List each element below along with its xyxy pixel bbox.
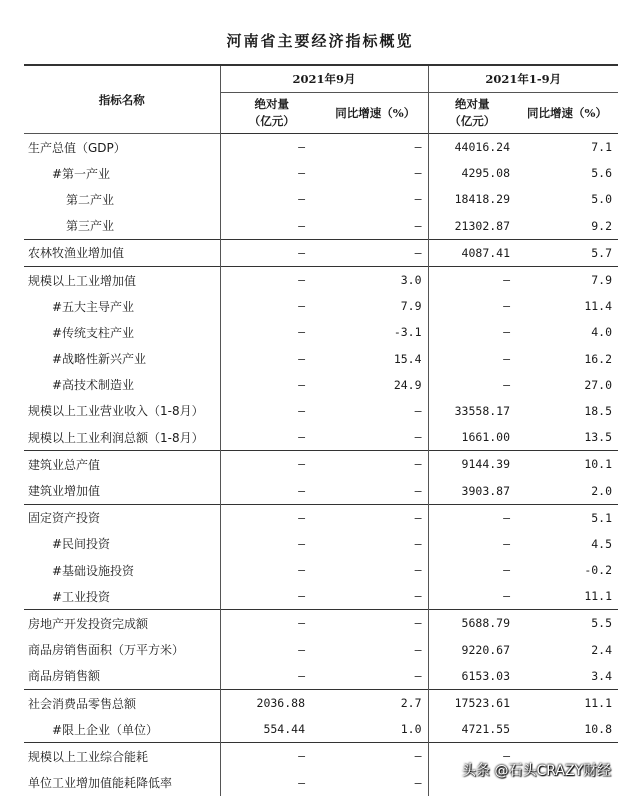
- abs-cumulative-cell: 3903.87: [461, 483, 511, 498]
- growth-month-cell: —: [323, 583, 428, 610]
- table-body: [24, 134, 618, 796]
- growth-month-cell: 2.7: [323, 689, 428, 716]
- indicator-name-cell: 规模以上工业营业收入（1-8月）: [24, 398, 220, 424]
- growth-cumulative-cell: 5.7: [516, 239, 618, 266]
- abs-label: 绝对量: [254, 97, 289, 111]
- growth-month-cell: —: [323, 637, 428, 663]
- abs-label: 绝对量: [455, 97, 490, 111]
- table-row: [24, 239, 618, 266]
- abs-cumulative-cell: —: [503, 589, 511, 604]
- table-row: [24, 134, 618, 161]
- abs-cumulative-cell: —: [428, 743, 516, 770]
- growth-cumulative-cell: 7.1: [516, 134, 618, 161]
- abs-cumulative-cell: 4087.41: [428, 239, 516, 266]
- abs-cumulative-cell: —: [428, 504, 516, 531]
- growth-month-cell: 15.4: [323, 346, 428, 372]
- indicator-name-cell: 单位工业增加值能耗降低率: [24, 770, 220, 796]
- watermark: 头条 @石头CRAZY财经: [462, 763, 612, 779]
- indicator-name-cell: 建筑业总产值: [24, 451, 220, 478]
- page-title: 河南省主要经济指标概览: [226, 32, 414, 50]
- abs-cumulative-cell: 4295.08: [461, 166, 511, 181]
- table-row: [24, 477, 618, 504]
- abs-month-cell: —: [298, 325, 305, 340]
- indicator-name-cell: #限上企业（单位）: [24, 716, 220, 743]
- abs-cumulative-cell: —: [503, 563, 511, 578]
- indicator-name-cell: #第一产业: [24, 160, 220, 186]
- abs-month-cell: 2036.88: [220, 689, 323, 716]
- abs-cumulative-cell: 4721.55: [461, 722, 511, 737]
- growth-cumulative-cell: 3.4: [591, 668, 613, 683]
- indicator-name-cell: #五大主导产业: [24, 293, 220, 319]
- growth-month-cell: —: [323, 610, 428, 637]
- abs-cumulative-cell: —: [503, 351, 511, 366]
- growth-month-cell: —: [323, 663, 428, 690]
- abs-cumulative-cell: 9144.39: [428, 451, 516, 478]
- table-row: [24, 689, 618, 716]
- table-row: [24, 160, 618, 186]
- growth-cumulative-cell: 4.0: [591, 325, 613, 340]
- indicator-name-cell: 规模以上工业增加值: [24, 266, 220, 293]
- abs-cumulative-cell: —: [428, 266, 516, 293]
- growth-month-cell: -3.1: [323, 319, 428, 345]
- growth-month-cell: —: [323, 451, 428, 478]
- header-abs-month: [220, 93, 323, 134]
- growth-month-cell: 24.9: [323, 372, 428, 398]
- growth-month-cell: 7.9: [323, 293, 428, 319]
- table-row: [24, 583, 618, 610]
- indicator-name-cell: 规模以上工业利润总额（1-8月）: [24, 424, 220, 451]
- indicator-table: [24, 64, 618, 796]
- growth-cumulative-cell: 7.9: [516, 266, 618, 293]
- growth-cumulative-cell: 11.1: [516, 689, 618, 716]
- indicator-name-cell: 生产总值（GDP）: [24, 134, 220, 161]
- table-row: [24, 504, 618, 531]
- growth-cumulative-cell: 5.6: [591, 166, 613, 181]
- growth-month-cell: —: [323, 770, 428, 796]
- abs-cumulative-cell: —: [503, 536, 511, 551]
- table-row: [24, 531, 618, 557]
- growth-month-cell: —: [323, 531, 428, 557]
- abs-month-cell: —: [298, 536, 305, 551]
- abs-month-cell: —: [298, 377, 305, 392]
- growth-month-cell: —: [323, 160, 428, 186]
- abs-month-cell: —: [220, 504, 323, 531]
- header-abs-cumulative: [428, 93, 516, 134]
- unit-label: （亿元）: [449, 114, 496, 128]
- indicator-name-cell: 规模以上工业综合能耗: [24, 743, 220, 770]
- abs-month-cell: —: [298, 403, 305, 418]
- abs-month-cell: —: [298, 166, 305, 181]
- abs-month-cell: —: [298, 430, 305, 445]
- table-row: [24, 293, 618, 319]
- indicator-name-cell: #高技术制造业: [24, 372, 220, 398]
- abs-month-cell: —: [220, 239, 323, 266]
- growth-month-cell: —: [323, 504, 428, 531]
- growth-cumulative-cell: 11.4: [584, 299, 613, 314]
- growth-month-cell: —: [323, 134, 428, 161]
- indicator-name-cell: 房地产开发投资完成额: [24, 610, 220, 637]
- abs-month-cell: —: [298, 589, 305, 604]
- table-row: [24, 451, 618, 478]
- indicator-name-cell: #传统支柱产业: [24, 319, 220, 345]
- abs-month-cell: —: [298, 483, 305, 498]
- abs-month-cell: —: [220, 266, 323, 293]
- abs-cumulative-cell: 1661.00: [461, 430, 511, 445]
- table-row: [24, 372, 618, 398]
- indicator-name-cell: #战略性新兴产业: [24, 346, 220, 372]
- abs-month-cell: —: [220, 451, 323, 478]
- indicator-name-cell: #基础设施投资: [24, 557, 220, 583]
- indicator-name-cell: 商品房销售面积（万平方米）: [24, 637, 220, 663]
- table-row: [24, 186, 618, 212]
- abs-cumulative-cell: 5688.79: [428, 610, 516, 637]
- growth-month-cell: —: [323, 398, 428, 424]
- growth-month-cell: —: [323, 213, 428, 240]
- abs-cumulative-cell: 44016.24: [428, 134, 516, 161]
- header-growth-cumulative: 同比增速（%）: [527, 105, 607, 120]
- unit-label: （亿元）: [248, 114, 295, 128]
- indicator-name-cell: #民间投资: [24, 531, 220, 557]
- abs-cumulative-cell: 17523.61: [428, 689, 516, 716]
- table-row: [24, 557, 618, 583]
- table-header: [24, 65, 618, 134]
- header-growth-month: 同比增速（%）: [323, 93, 428, 134]
- growth-cumulative-cell: -0.2: [584, 563, 613, 578]
- growth-month-cell: —: [323, 477, 428, 504]
- abs-month-cell: —: [298, 642, 305, 657]
- abs-cumulative-cell: —: [503, 299, 511, 314]
- table-row: [24, 319, 618, 345]
- table-row: [24, 213, 618, 240]
- indicator-name-cell: #工业投资: [24, 583, 220, 610]
- abs-month-cell: —: [298, 775, 305, 790]
- table-row: [24, 266, 618, 293]
- growth-cumulative-cell: 2.4: [591, 642, 613, 657]
- growth-cumulative-cell: 5.1: [516, 504, 618, 531]
- abs-cumulative-cell: 33558.17: [454, 403, 511, 418]
- abs-month-cell: —: [298, 668, 305, 683]
- indicator-name-cell: 社会消费品零售总额: [24, 689, 220, 716]
- table-row: [24, 716, 618, 743]
- growth-cumulative-cell: 10.8: [584, 722, 613, 737]
- table-row: [24, 424, 618, 451]
- growth-cumulative-cell: 16.2: [584, 351, 613, 366]
- abs-cumulative-cell: —: [503, 377, 511, 392]
- growth-month-cell: —: [323, 557, 428, 583]
- growth-month-cell: 3.0: [323, 266, 428, 293]
- abs-month-cell: —: [298, 192, 305, 207]
- growth-cumulative-cell: 4.5: [591, 536, 613, 551]
- abs-month-cell: —: [298, 218, 305, 233]
- abs-month-cell: 554.44: [263, 722, 305, 737]
- indicator-name-cell: 固定资产投资: [24, 504, 220, 531]
- abs-cumulative-cell: 21302.87: [454, 218, 511, 233]
- growth-cumulative-cell: 13.5: [584, 430, 613, 445]
- growth-cumulative-cell: 11.1: [584, 589, 613, 604]
- header-period-month: 2021年9月: [220, 65, 428, 93]
- indicator-name-cell: 农林牧渔业增加值: [24, 239, 220, 266]
- abs-cumulative-cell: 6153.03: [461, 668, 511, 683]
- growth-month-cell: —: [323, 743, 428, 770]
- growth-cumulative-cell: 10.1: [516, 451, 618, 478]
- abs-cumulative-cell: 9220.67: [461, 642, 511, 657]
- abs-cumulative-cell: 18418.29: [454, 192, 511, 207]
- indicator-name-cell: 第三产业: [24, 213, 220, 240]
- growth-cumulative-cell: 18.5: [584, 403, 613, 418]
- growth-month-cell: —: [323, 424, 428, 451]
- table-row: [24, 610, 618, 637]
- growth-cumulative-cell: 2.0: [591, 483, 613, 498]
- header-indicator-name: 指标名称: [24, 65, 220, 134]
- abs-cumulative-cell: —: [503, 325, 511, 340]
- table-row: [24, 637, 618, 663]
- table-row: [24, 346, 618, 372]
- growth-cumulative-cell: 9.2: [591, 218, 613, 233]
- abs-month-cell: —: [298, 563, 305, 578]
- abs-month-cell: —: [298, 299, 305, 314]
- growth-cumulative-cell: 27.0: [584, 377, 613, 392]
- indicator-name-cell: 商品房销售额: [24, 663, 220, 690]
- abs-month-cell: —: [220, 610, 323, 637]
- growth-month-cell: 1.0: [323, 716, 428, 743]
- growth-month-cell: —: [323, 186, 428, 212]
- abs-month-cell: —: [298, 351, 305, 366]
- growth-month-cell: —: [323, 239, 428, 266]
- table-row: [24, 663, 618, 690]
- table-row: [24, 398, 618, 424]
- header-period-cumulative: 2021年1-9月: [428, 65, 618, 93]
- growth-cumulative-cell: 5.0: [591, 192, 613, 207]
- abs-month-cell: —: [220, 743, 323, 770]
- abs-month-cell: —: [220, 134, 323, 161]
- indicator-name-cell: 建筑业增加值: [24, 477, 220, 504]
- growth-cumulative-cell: 5.5: [516, 610, 618, 637]
- indicator-name-cell: 第二产业: [24, 186, 220, 212]
